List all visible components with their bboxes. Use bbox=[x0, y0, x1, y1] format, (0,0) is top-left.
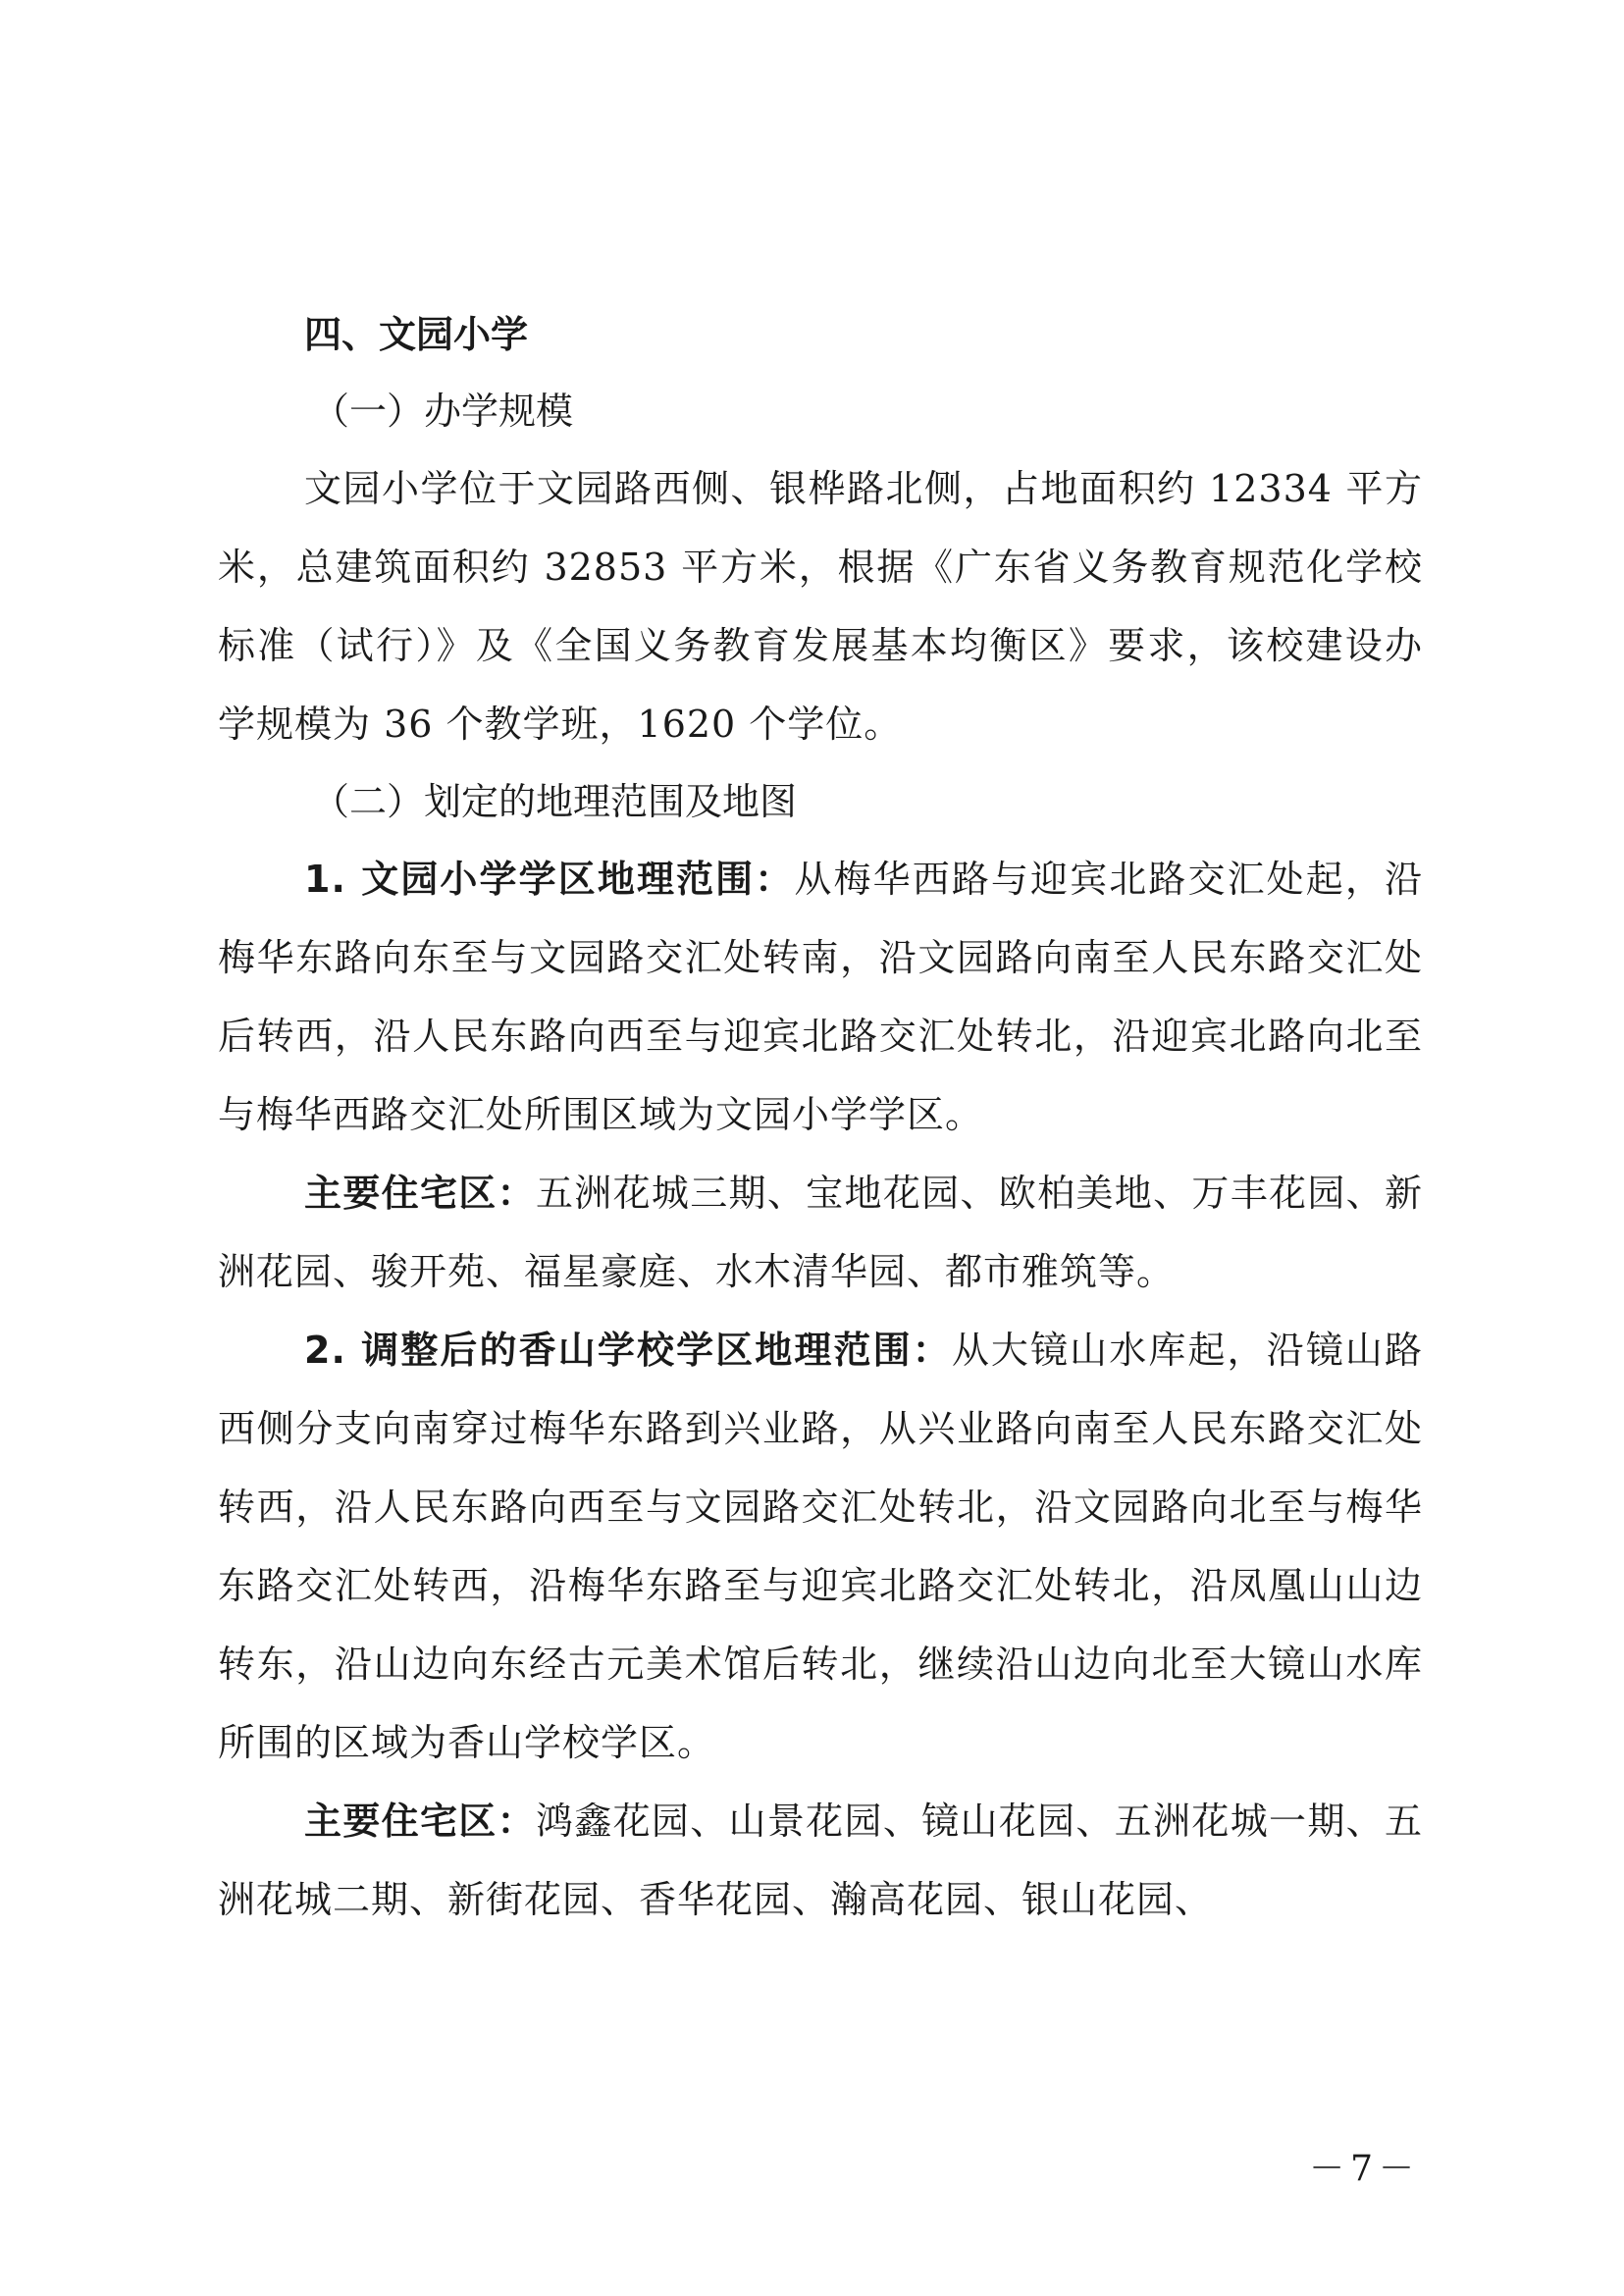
section-heading: 四、文园小学 bbox=[304, 313, 529, 356]
paragraph-school-scale: 文园小学位于文园路西侧、银桦路北侧，占地面积约 12334 平方米，总建筑面积约 32853 平方米，根据《广东省义务教育规范化学校标准（试行）》及《全国义务教育发展基本均衡区》要求，该校建设办学规模为 36 个教学班，1620 个学位。 bbox=[218, 467, 1423, 746]
xiangshan-residential-text: 鸿鑫花园、山景花园、镜山花园、五洲花城一期、五洲花城二期、新街花园、香华花园、瀚高花园、银山花园、 bbox=[218, 1800, 1423, 1921]
xiangshan-district-text: 从大镜山水库起，沿镜山路西侧分支向南穿过梅华东路到兴业路，从兴业路向南至人民东路交汇处转西，沿人民东路向西至与文园路交汇处转北，沿文园路向北至与梅华东路交汇处转西，沿梅华东路至与迎宾北路交汇处转北，沿凤凰山山边转东，沿山边向东经古元美术馆后转北，继续沿山边向北至大镜山水库所围的区域为香山学校学区。 bbox=[218, 1329, 1423, 1764]
subheading-school-scale: （一）办学规模 bbox=[312, 390, 574, 433]
subheading-geographic-scope: （二）划定的地理范围及地图 bbox=[312, 780, 798, 823]
wenyuan-district-lead: 1. 文园小学学区地理范围： bbox=[304, 858, 795, 901]
paragraph-wenyuan-residential bbox=[218, 1154, 1423, 1311]
page-number: －7－ bbox=[1309, 2149, 1420, 2189]
wenyuan-district-text: 从梅华西路与迎宾北路交汇处起，沿梅华东路向东至与文园路交汇处转南，沿文园路向南至人民东路交汇处后转西，沿人民东路向西至与迎宾北路交汇处转北，沿迎宾北路向北至与梅华西路交汇处所围区域为文园小学学区。 bbox=[218, 858, 1423, 1136]
paragraph-xiangshan-residential bbox=[218, 1782, 1423, 1939]
document-body bbox=[218, 296, 1423, 1939]
xiangshan-residential-lead: 主要住宅区： bbox=[304, 1800, 536, 1843]
wenyuan-residential-text: 五洲花城三期、宝地花园、欧柏美地、万丰花园、新洲花园、骏开苑、福星豪庭、水木清华园、都市雅筑等。 bbox=[218, 1172, 1423, 1293]
paragraph-xiangshan-district bbox=[218, 1311, 1423, 1782]
wenyuan-residential-lead: 主要住宅区： bbox=[304, 1172, 536, 1215]
paragraph-wenyuan-district bbox=[218, 840, 1423, 1154]
xiangshan-district-lead: 2. 调整后的香山学校学区地理范围： bbox=[304, 1329, 952, 1372]
